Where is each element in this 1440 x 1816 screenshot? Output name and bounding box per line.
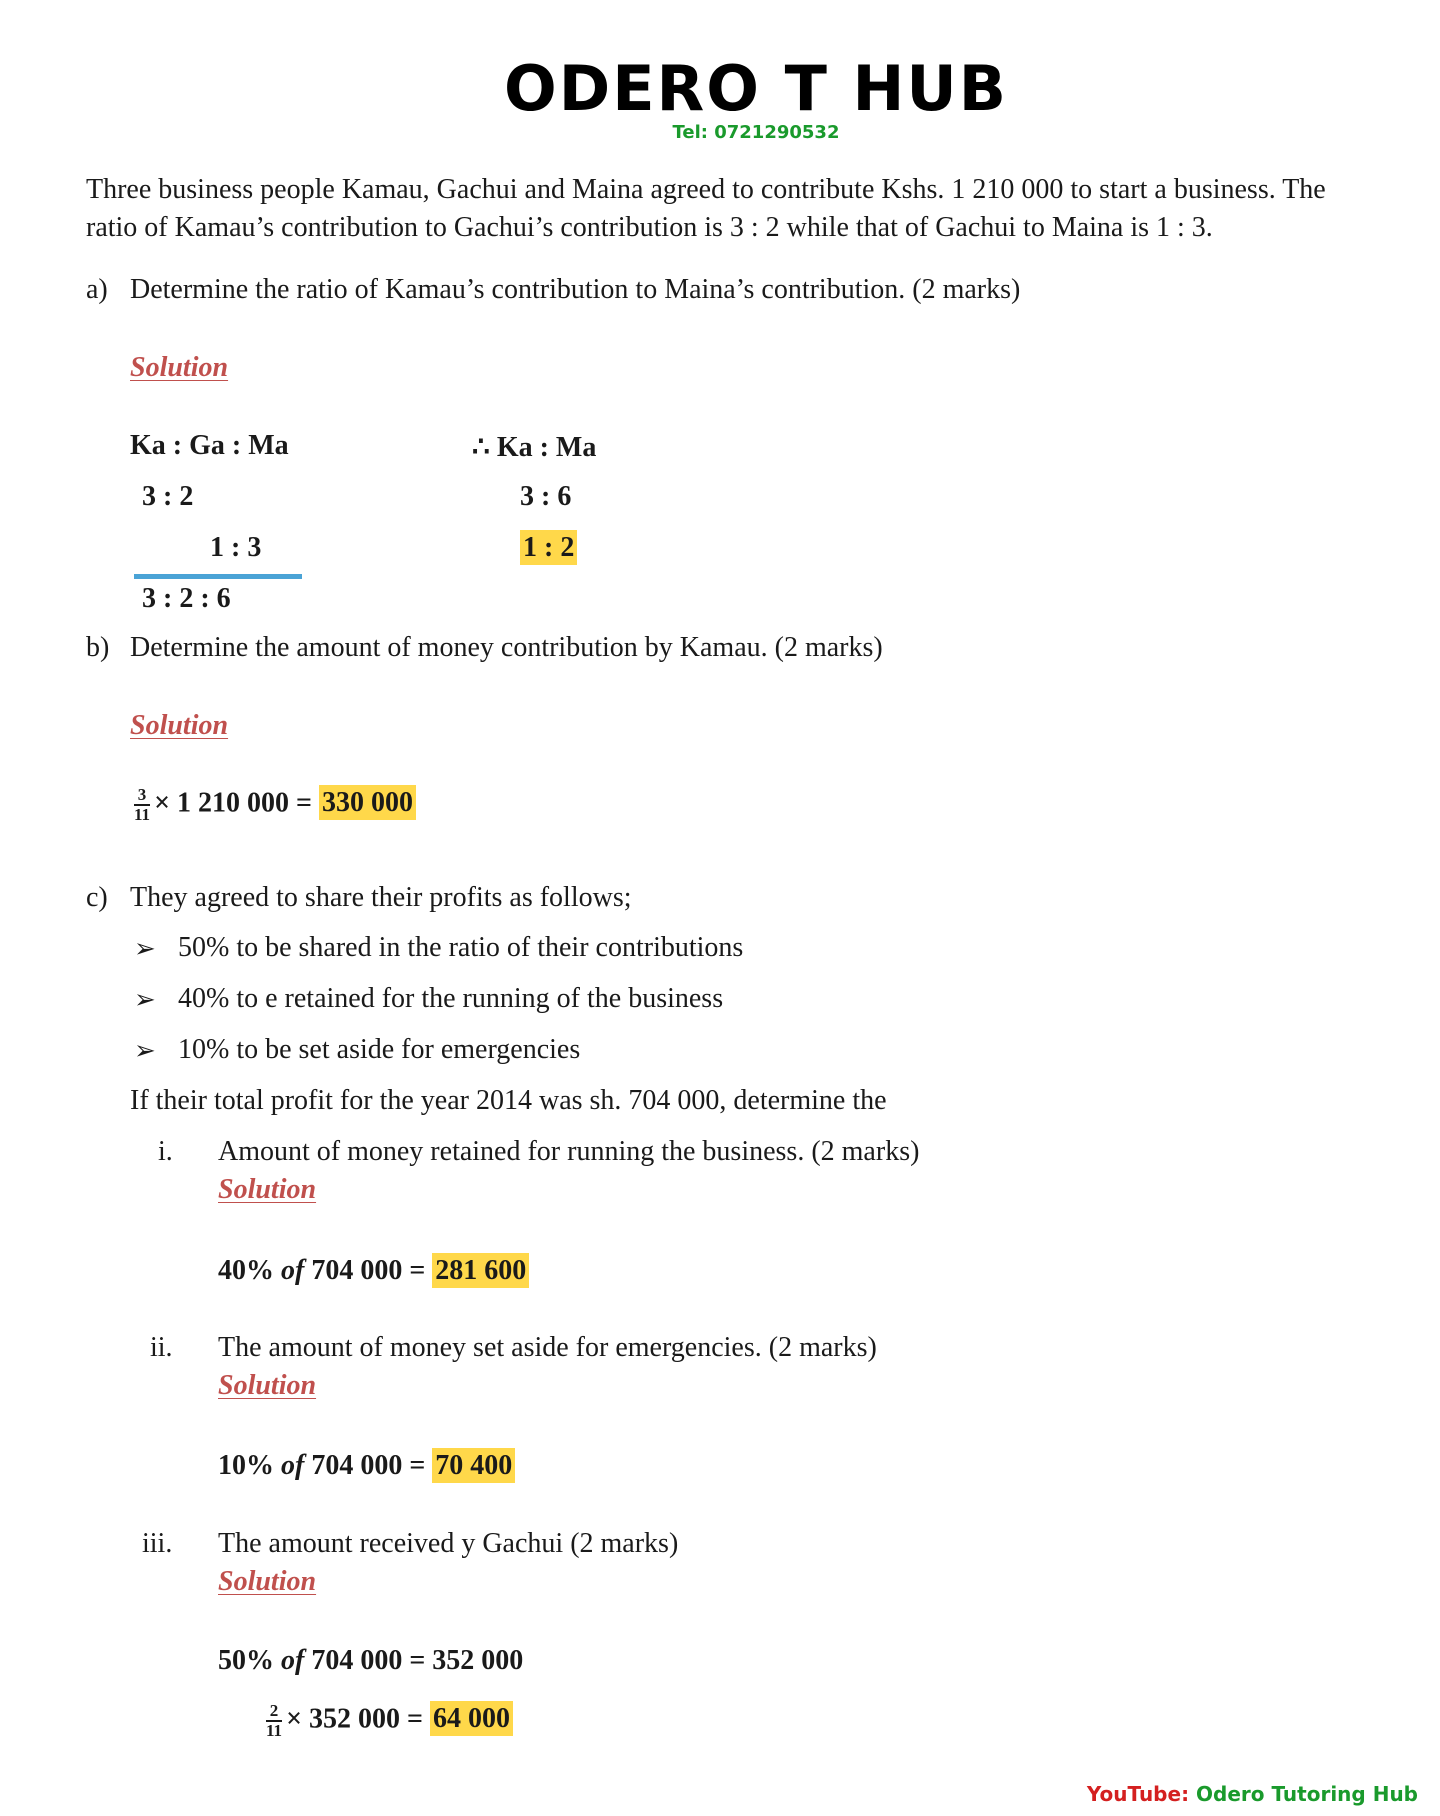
working-c-iii-line-1: 50% of 704 000 = 352 000 <box>218 1645 524 1676</box>
solution-heading-b: Solution <box>130 710 229 741</box>
ratio-row-kamau-gachui: 3 : 2 <box>142 481 194 512</box>
ratio-row-gachui-maina: 1 : 3 <box>210 532 262 563</box>
solution-heading-c-i: Solution <box>218 1174 317 1205</box>
part-iii-text: The amount received y Gachui (2 marks) <box>218 1528 679 1559</box>
question-a-label: a) <box>86 274 108 305</box>
question-c-text: They agreed to share their profits as follows; <box>130 882 632 913</box>
ratio-row-combined: 3 : 2 : 6 <box>142 583 231 614</box>
answer-highlight-c-ii: 70 400 <box>432 1448 515 1483</box>
telephone-number: Tel: 0721290532 <box>672 122 840 143</box>
answer-highlight-c-iii: 64 000 <box>430 1701 513 1736</box>
ratio-header-right: ∴ Ka : Ma <box>472 432 597 463</box>
working-c-i: 40% of 704 000 = 281 600 <box>218 1255 529 1287</box>
working-b-expr: × 1 210 000 = <box>154 787 312 819</box>
question-b-label: b) <box>86 632 110 663</box>
bullet-arrow-icon: ➢ <box>134 1036 156 1065</box>
part-iii-numeral: iii. <box>142 1528 173 1559</box>
ratio-header-left: Ka : Ga : Ma <box>130 430 289 461</box>
question-c-lead: If their total profit for the year 2014 was sh. 704 000, determine the <box>130 1085 887 1116</box>
question-c-label: c) <box>86 882 108 913</box>
working-c-ii: 10% of 704 000 = 70 400 <box>218 1450 515 1482</box>
bullet-item: 40% to e retained for the running of the business <box>178 983 724 1014</box>
ratio-row-kamau-maina: 3 : 6 <box>520 481 572 512</box>
intro-line-1: Three business people Kamau, Gachui and Maina agreed to contribute Kshs. 1 210 000 to start a business. The <box>86 174 1326 205</box>
bullet-arrow-icon: ➢ <box>134 934 156 963</box>
bullet-arrow-icon: ➢ <box>134 985 156 1014</box>
youtube-label: YouTube: <box>1086 1782 1190 1806</box>
brand-title: ODERO T HUB <box>504 52 1008 125</box>
part-ii-numeral: ii. <box>150 1332 173 1363</box>
part-i-numeral: i. <box>158 1136 173 1167</box>
part-i-text: Amount of money retained for running the business. (2 marks) <box>218 1136 920 1167</box>
bullet-item: 10% to be set aside for emergencies <box>178 1034 581 1065</box>
part-ii-text: The amount of money set aside for emergencies. (2 marks) <box>218 1332 877 1363</box>
combine-underline <box>134 574 302 579</box>
ratio-answer-a <box>520 532 577 564</box>
answer-highlight-a: 1 : 2 <box>520 530 577 565</box>
solution-heading-c-ii: Solution <box>218 1370 317 1401</box>
solution-heading-c-iii: Solution <box>218 1566 317 1597</box>
working-c-iii-line-2: $\frac{2}{11}$ × 352 000 = 64 000 <box>266 1702 513 1740</box>
bullet-item: 50% to be shared in the ratio of their contributions <box>178 932 744 963</box>
channel-name: Odero Tutoring Hub <box>1196 1782 1418 1806</box>
answer-highlight-c-i: 281 600 <box>432 1253 529 1288</box>
intro-line-2: ratio of Kamau’s contribution to Gachui’s contribution is 3 : 2 while that of Gachui to Maina is 1 : 3. <box>86 212 1213 243</box>
question-b-text: Determine the amount of money contribution by Kamau. (2 marks) <box>130 632 883 663</box>
working-b <box>134 786 416 824</box>
solution-heading-a: Solution <box>130 352 229 383</box>
fraction-3-11: $\frac{3}{11}$ <box>134 785 151 824</box>
question-a-text: Determine the ratio of Kamau’s contribution to Maina’s contribution. (2 marks) <box>130 274 1021 305</box>
answer-highlight-b: 330 000 <box>319 785 416 820</box>
fraction-2-11: $\frac{2}{11}$ <box>266 1701 283 1740</box>
youtube-footer <box>1087 1782 1418 1806</box>
